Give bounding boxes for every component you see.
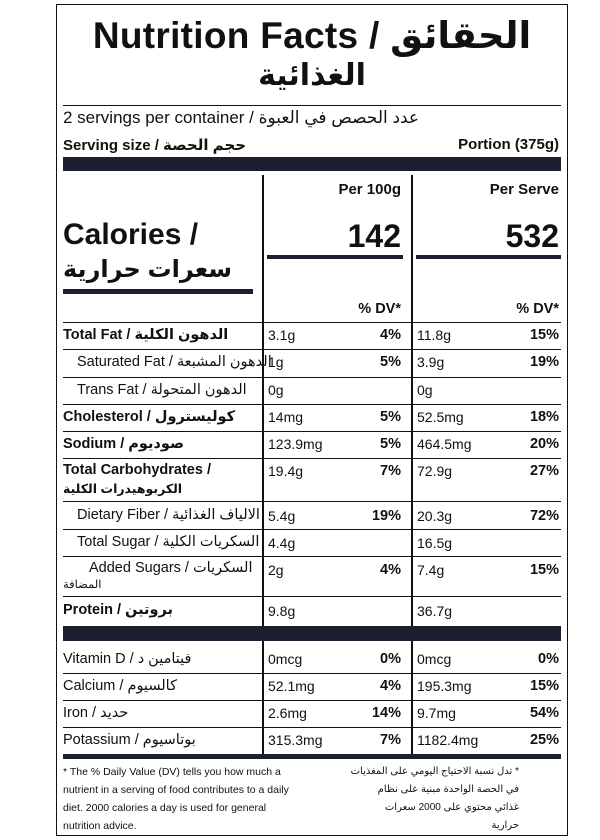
- added-sugars-dv100: 4%: [380, 562, 401, 578]
- footnote-english: [63, 763, 289, 835]
- divider: [63, 501, 561, 502]
- cholesterol-per100: 14mg: [268, 409, 304, 425]
- dv-header-serve: % DV*: [516, 301, 559, 317]
- total-fat-label: Total Fat / الدهون الكلية: [63, 327, 229, 343]
- thick-bar: [63, 754, 561, 759]
- vitamin-d-label: Vitamin D / فيتامين د: [63, 651, 192, 667]
- divider: [63, 673, 561, 674]
- calories-per-serve: 532: [505, 218, 559, 254]
- total-fat-dv100: 4%: [380, 327, 401, 343]
- protein-serve: 36.7g: [417, 603, 453, 619]
- footnote-line: * The % Daily Value (DV) tells you how much a: [63, 766, 281, 778]
- dietary-fiber-dvserve: 72%: [529, 508, 559, 524]
- added-sugars-label-arabic: المضافة: [63, 579, 102, 591]
- sodium-dv100: 5%: [380, 436, 401, 452]
- cholesterol-dv100: 5%: [380, 409, 401, 425]
- dietary-fiber-dv100: 19%: [371, 508, 401, 524]
- nutrition-label: [56, 4, 568, 836]
- total-sugar-per100: 4.4g: [268, 535, 296, 551]
- potassium-dv100: 7%: [380, 732, 401, 748]
- vitamin-d-serve: 0mcg: [417, 651, 452, 667]
- divider: [63, 322, 561, 323]
- divider: [63, 404, 561, 405]
- dietary-fiber-label: Dietary Fiber / الالياف الغذائية: [77, 507, 260, 523]
- sodium-label: Sodium / صوديوم: [63, 436, 184, 452]
- saturated-fat-per100: 1g: [268, 354, 284, 370]
- iron-label: Iron / حديد: [63, 705, 129, 721]
- saturated-fat-dv100: 5%: [380, 354, 401, 370]
- divider: [63, 349, 561, 350]
- calories-label: Calories /: [63, 218, 199, 251]
- cholesterol-dvserve: 18%: [529, 409, 559, 425]
- total-fat-per100: 3.1g: [268, 327, 296, 343]
- calories-bar: [63, 289, 253, 294]
- vitamin-d-dvserve: 0%: [538, 651, 559, 667]
- calories-underline: [267, 255, 403, 259]
- saturated-fat-serve: 3.9g: [417, 354, 445, 370]
- divider: [63, 529, 561, 530]
- protein-label: Protein / بروتين: [63, 602, 173, 618]
- total-carbs-serve: 72.9g: [417, 463, 453, 479]
- potassium-label: Potassium / بوتاسيوم: [63, 732, 196, 748]
- footnote-line: في الحصة الواحدة مبنية على نظام: [377, 784, 519, 795]
- total-carbs-label-arabic: الكربوهيدرات الكلية: [63, 482, 183, 496]
- per-serve-header: Per Serve: [489, 181, 559, 198]
- divider: [63, 105, 561, 106]
- divider: [63, 431, 561, 432]
- calcium-dv100: 4%: [380, 678, 401, 694]
- label-title-arabic: الغذائية: [258, 59, 366, 92]
- divider: [63, 458, 561, 459]
- vitamin-d-per100: 0mcg: [268, 651, 303, 667]
- total-carbs-label: Total Carbohydrates /: [63, 462, 211, 478]
- total-sugar-label: Total Sugar / السكريات الكلية: [77, 534, 260, 550]
- sodium-dvserve: 20%: [529, 436, 559, 452]
- divider: [63, 556, 561, 557]
- footnote-line: nutrition advice.: [63, 820, 137, 832]
- trans-fat-serve: 0g: [417, 382, 433, 398]
- potassium-dvserve: 25%: [529, 732, 559, 748]
- footnote-line: غذائي محتوي على 2000 سعرات: [384, 802, 519, 813]
- calories-label-arabic: سعرات حرارية: [63, 256, 232, 283]
- total-carbs-dv100: 7%: [380, 463, 401, 479]
- divider: [63, 596, 561, 597]
- potassium-serve: 1182.4mg: [417, 732, 479, 748]
- iron-per100: 2.6mg: [268, 705, 307, 721]
- label-title: Nutrition Facts / الحقائق: [92, 15, 532, 56]
- total-fat-dvserve: 15%: [529, 327, 559, 343]
- calcium-per100: 52.1mg: [268, 678, 315, 694]
- calories-underline: [416, 255, 561, 259]
- saturated-fat-label: Saturated Fat / الدهون المشبعة: [77, 354, 272, 370]
- portion-size: Portion (375g): [458, 136, 559, 153]
- thick-bar: [63, 626, 561, 641]
- calcium-dvserve: 15%: [529, 678, 559, 694]
- per-100g-header: Per 100g: [338, 181, 401, 198]
- potassium-per100: 315.3mg: [268, 732, 323, 748]
- iron-serve: 9.7mg: [417, 705, 456, 721]
- calories-per-100g: 142: [347, 218, 401, 254]
- serving-size-label: Serving size / حجم الحصة: [63, 137, 247, 154]
- dv-header-100g: % DV*: [358, 301, 401, 317]
- calcium-label: Calcium / كالسيوم: [63, 678, 177, 694]
- divider: [63, 727, 561, 728]
- vitamin-d-dv100: 0%: [380, 651, 401, 667]
- thick-bar: [63, 157, 561, 171]
- cholesterol-label: Cholesterol / كوليسترول: [63, 409, 236, 425]
- footnote-line: nutrient in a serving of food contributes to a daily: [63, 784, 289, 796]
- added-sugars-label: Added Sugars / السكريات: [89, 560, 253, 576]
- total-carbs-per100: 19.4g: [268, 463, 304, 479]
- total-sugar-serve: 16.5g: [417, 535, 453, 551]
- saturated-fat-dvserve: 19%: [529, 354, 559, 370]
- column-divider: [411, 175, 413, 757]
- trans-fat-per100: 0g: [268, 382, 284, 398]
- trans-fat-label: Trans Fat / الدهون المتحولة: [77, 382, 247, 398]
- footnote-arabic: [319, 763, 519, 835]
- footnote-line: تدل نسبة الاحتياج اليومي على المغذيات *: [350, 766, 519, 777]
- dietary-fiber-per100: 5.4g: [268, 508, 296, 524]
- total-fat-serve: 11.8g: [417, 327, 451, 343]
- dietary-fiber-serve: 20.3g: [417, 508, 453, 524]
- added-sugars-dvserve: 15%: [529, 562, 559, 578]
- footnote-line: diet. 2000 calories a day is used for general: [63, 802, 267, 814]
- added-sugars-serve: 7.4g: [417, 562, 445, 578]
- total-carbs-dvserve: 27%: [529, 463, 559, 479]
- cholesterol-serve: 52.5mg: [417, 409, 464, 425]
- divider: [63, 700, 561, 701]
- added-sugars-per100: 2g: [268, 562, 284, 578]
- footnote-line: حرارية: [491, 820, 519, 831]
- divider: [63, 377, 561, 378]
- sodium-serve: 464.5mg: [417, 436, 472, 452]
- calcium-serve: 195.3mg: [417, 678, 472, 694]
- servings-per-container: 2 servings per container / عدد الحصص في العبوة: [63, 108, 420, 127]
- column-divider: [262, 175, 264, 757]
- iron-dv100: 14%: [371, 705, 401, 721]
- iron-dvserve: 54%: [529, 705, 559, 721]
- sodium-per100: 123.9mg: [268, 436, 323, 452]
- protein-per100: 9.8g: [268, 603, 296, 619]
